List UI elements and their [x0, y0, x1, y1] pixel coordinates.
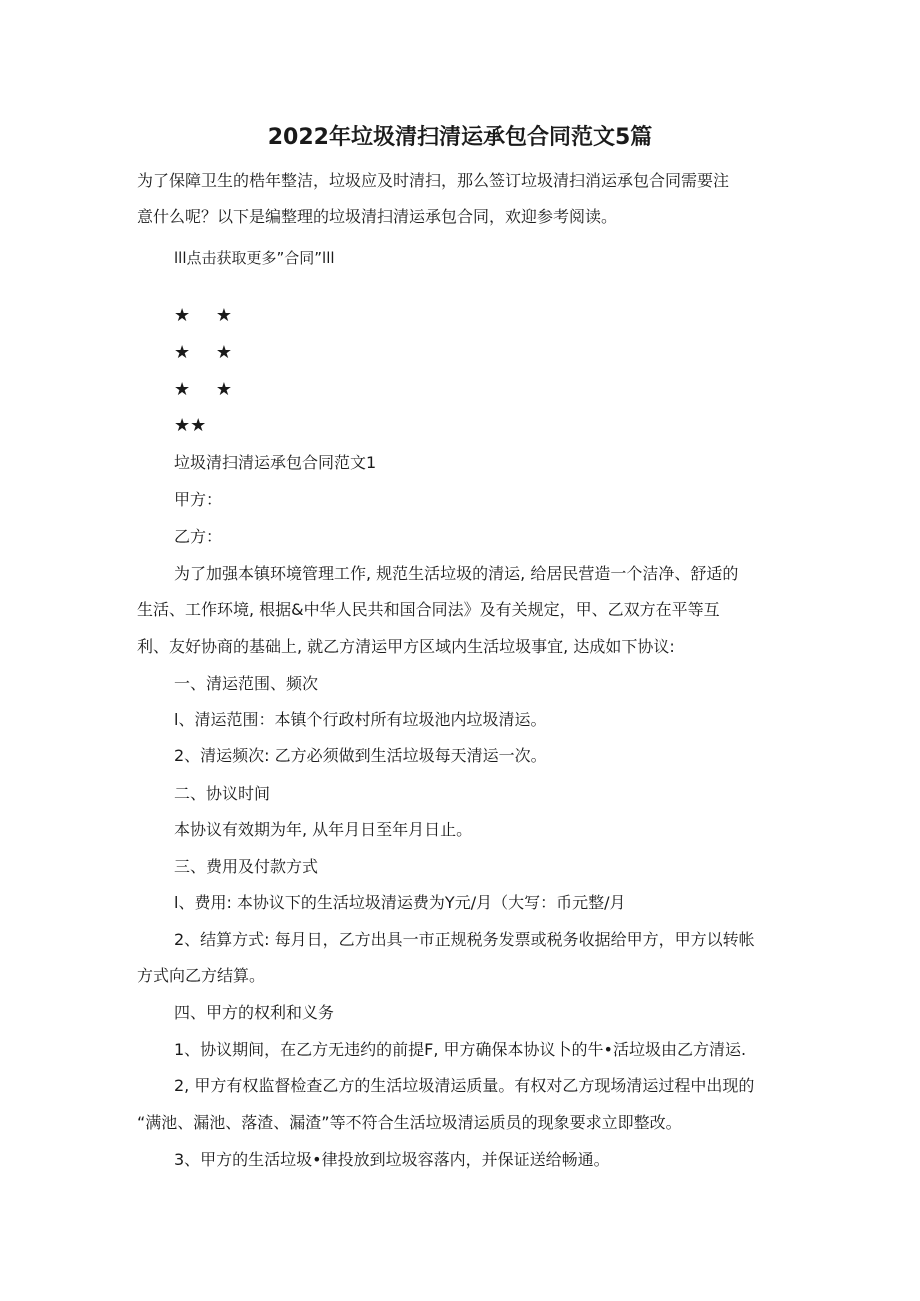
rights-item-1: 1、协议期间，在乙方无违约的前提F, 甲方确保本协议卜的牛•活垃圾由乙方清运. [174, 1040, 747, 1059]
fees-item-2-line-1: 2、结算方式: 每月日，乙方出具一市正规税务发票或税务收据给甲方，甲方以转帐 [174, 930, 755, 949]
fees-item-2-line-2: 方式向乙方结算。 [137, 966, 266, 985]
star-row-3: ★ ★ [174, 379, 242, 400]
party-a-label: 甲方： [174, 490, 223, 509]
rights-item-2-line-2: “满池、漏池、落渣、漏渣”等不符合生活垃圾清运质员的现象要求立即整改。 [137, 1113, 682, 1132]
intro-line-2: 意什么呢？以下是编整理的垃圾清扫清运承包合同，欢迎参考阅读。 [137, 207, 618, 226]
paragraph-1-line-3: 利、友好协商的基础上, 就乙方清运甲方区域内生活垃圾事宜, 达成如下协议: [137, 637, 675, 656]
fees-item-1: l、费用: 本协议下的生活垃圾清运费为Y元/月（大写：币元整/月 [174, 893, 626, 912]
rights-item-2-line-1: 2, 甲方有权监督检查乙方的生活垃圾清运质量。有权对乙方现场清运过程中出现的 [174, 1076, 755, 1095]
heading-term: 二、协议时间 [174, 784, 271, 803]
paragraph-1-line-1: 为了加强本镇环境管理工作, 规范生活垃圾的清运, 给居民营造一个洁净、舒适的 [174, 564, 739, 583]
star-row-1: ★ ★ [174, 305, 242, 326]
heading-party-a-rights: 四、甲方的权利和义务 [174, 1003, 335, 1022]
star-row-2: ★ ★ [174, 342, 242, 363]
scope-item-1: l、清运范围：本镇个行政村所有垃圾池内垃圾清运。 [174, 710, 547, 729]
heading-scope: 一、清运范围、频次 [174, 674, 319, 693]
more-contracts-link[interactable]: lll点击获取更多”合同”lll [174, 249, 335, 267]
document-title: 2022年垃圾清扫清运承包合同范文5篇 [267, 125, 653, 150]
section-title: 垃圾清扫清运承包合同范文1 [174, 453, 377, 472]
intro-line-1: 为了保障卫生的梏年整洁，垃圾应及时清扫，那么签订垃圾清扫消运承包合同需要注 [137, 171, 730, 190]
star-row-4: ★★ [174, 415, 207, 436]
scope-item-2: 2、清运频次: 乙方必须做到生活垃圾每天清运一次。 [174, 746, 547, 765]
heading-fees: 三、费用及付款方式 [174, 857, 319, 876]
term-text: 本协议有效期为年, 从年月日至年月日止。 [174, 820, 473, 839]
party-b-label: 乙方： [174, 527, 223, 546]
paragraph-1-line-2: 生活、工作环境, 根据&中华人民共和国合同法》及有关规定，甲、乙双方在平等互 [137, 600, 720, 619]
rights-item-3: 3、甲方的生活垃圾•律投放到垃圾容落内，并保证送给畅通。 [174, 1150, 610, 1169]
